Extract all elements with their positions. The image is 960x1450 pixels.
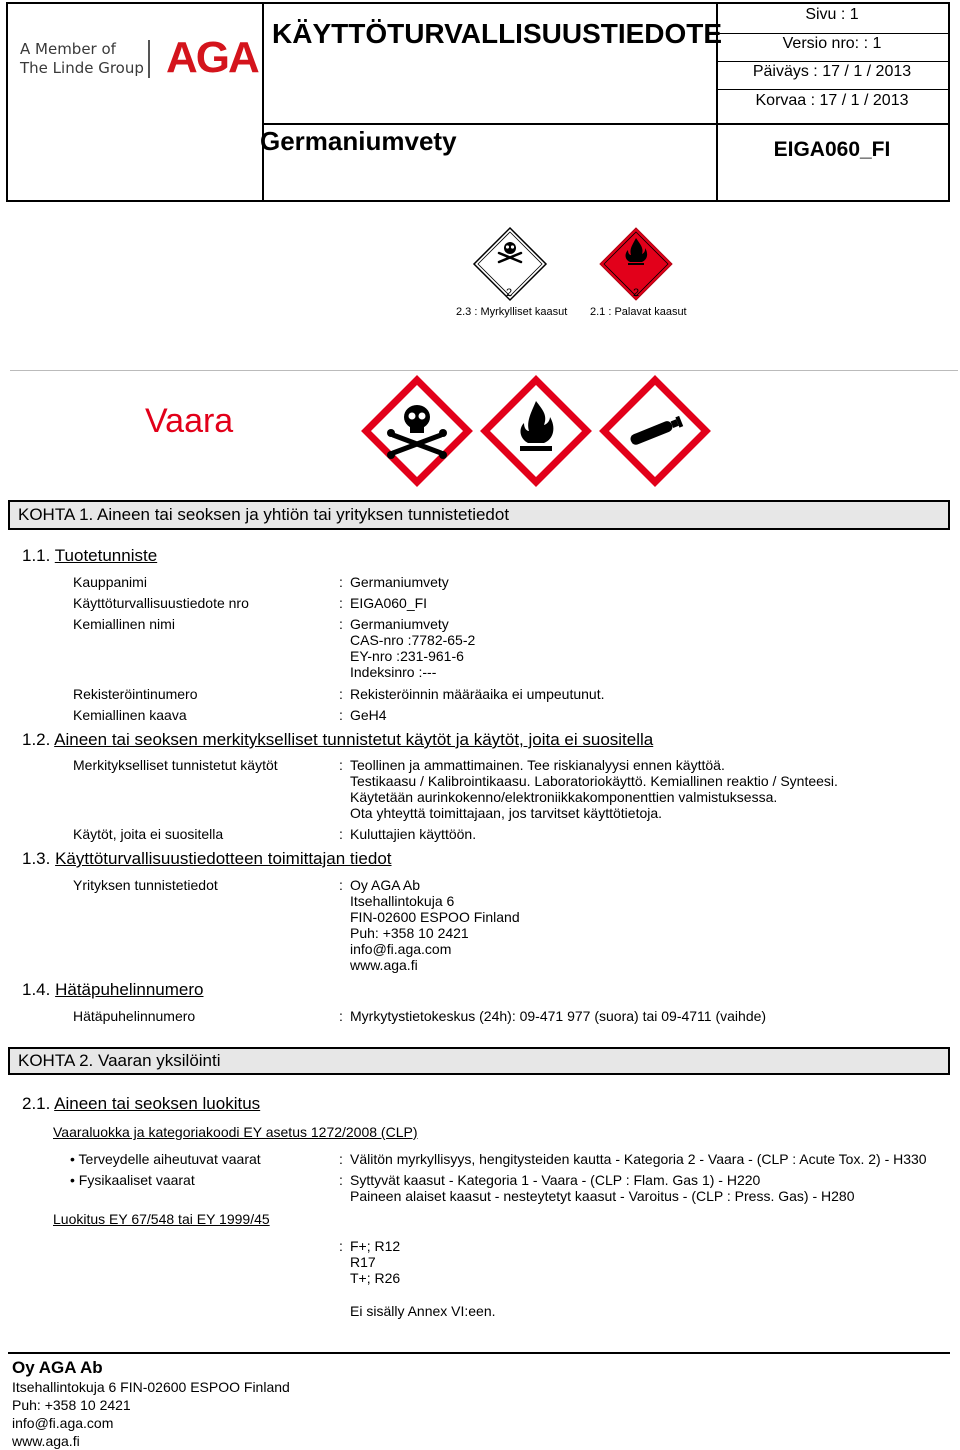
section2-header: KOHTA 2. Vaaran yksilöinti [8,1047,950,1075]
ec-number: EY-nro :231-961-6 [350,648,464,664]
use-line: Ota yhteyttä toimittajaan, jos tarvitset käyttötietoja. [350,805,663,821]
flame-icon [482,377,590,485]
value-eu-classification [350,1238,400,1286]
label-health-hazards: • Terveydelle aiheutuvat vaarat [70,1151,261,1167]
company-name: Oy AGA Ab [350,877,421,893]
toxic-class-number: 2 [506,287,513,299]
gas-cylinder-icon [601,377,709,485]
label-identified-uses: Merkitykselliset tunnistetut käytöt [73,757,278,773]
label-chemical-formula: Kemiallinen kaava [73,707,187,723]
product-name: Germaniumvety [260,126,457,156]
label-sds-number: Käyttöturvallisuustiedote nro [73,595,249,611]
separator [10,370,958,371]
colon: : [339,877,343,893]
colon: : [339,616,343,632]
colon: : [339,1238,343,1254]
label-physical-hazards: • Fysikaaliset vaarat [70,1172,195,1188]
value-company-identification [350,877,520,973]
chemical-name: Germaniumvety [350,616,449,632]
label-registration-number: Rekisteröintinumero [73,686,198,702]
physical-hazard-line: Paineen alaiset kaasut - nesteytetyt kaasut - Varoitus - (CLP : Press. Gas) - H280 [350,1188,855,1204]
company-website[interactable]: www.aga.fi [350,957,418,973]
skull-crossbones-icon [363,377,471,485]
toxic-gas-caption: 2.3 : Myrkylliset kaasut [456,306,568,318]
s11-title: Tuotetunniste [54,546,158,565]
use-line: Testikaasu / Kalibrointikaasu. Laboratoriokäyttö. Kemiallinen reaktio / Synteesi. [350,773,838,789]
value-sds-number: EIGA060_FI [350,595,428,611]
eu-class-line: R17 [350,1254,376,1270]
aga-logo: AGA [166,33,258,82]
colon: : [339,757,343,773]
s12-heading [22,730,653,750]
s12-number: 1.2. [22,730,51,749]
use-line: Teollinen ja ammattimainen. Tee riskianalyysi ennen käyttöä. [350,757,725,773]
section1-header: KOHTA 1. Aineen tai seoksen ja yhtiön tai yrityksen tunnistetiedot [8,500,950,530]
s11-number: 1.1. [22,546,51,565]
colon: : [339,707,343,723]
colon: : [339,826,343,842]
company-street: Itsehallintokuja 6 [350,893,455,909]
s21-title: Aineen tai seoksen luokitus [54,1094,261,1113]
flammable-gas-caption: 2.1 : Palavat kaasut [590,306,687,318]
label-company-identification: Yrityksen tunnistetiedot [73,877,218,893]
document-title: KÄYTTÖTURVALLISUUSTIEDOTE [272,18,723,49]
s21-heading [22,1094,260,1114]
footer-phone: Puh: +358 10 2421 [12,1397,131,1413]
flammable-class-number: 2 [633,287,640,299]
version-number: Versio nro: : 1 [782,35,882,52]
eu-class-line: F+; R12 [350,1238,401,1254]
issue-date: Päiväys : 17 / 1 / 2013 [752,63,912,80]
s21-number: 2.1. [22,1094,51,1113]
colon: : [339,1151,343,1167]
value-uses-advised-against: Kuluttajien käyttöön. [350,826,477,842]
s12-title: Aineen tai seoksen merkitykselliset tunnistetut käytöt ja käytöt, joita ei suositella [54,730,654,749]
colon: : [339,574,343,590]
physical-hazards-label: Fysikaaliset vaarat [78,1172,195,1188]
value-registration-number: Rekisteröinnin määräaika ei umpeutunut. [350,686,605,702]
colon: : [339,1172,343,1188]
s11-heading [22,546,157,566]
value-chemical-name [350,616,475,680]
logo-member-line1: A Member of [20,40,116,58]
s14-number: 1.4. [22,980,51,999]
health-hazards-label: Terveydelle aiheutuvat vaarat [78,1151,261,1167]
colon: : [339,595,343,611]
footer-address: Itsehallintokuja 6 FIN-02600 ESPOO Finland [12,1379,290,1395]
use-line: Käytetään aurinkokenno/elektroniikkakomponenttien valmistuksessa. [350,789,778,805]
footer-email[interactable]: info@fi.aga.com [12,1415,114,1431]
company-phone: Puh: +358 10 2421 [350,925,469,941]
document-code: EIGA060_FI [773,138,891,161]
linde-member-text [20,40,144,78]
s14-heading [22,980,203,1000]
cas-number: CAS-nro :7782-65-2 [350,632,476,648]
value-chemical-formula: GeH4 [350,707,387,723]
label-uses-advised-against: Käytöt, joita ei suositella [73,826,224,842]
company-email[interactable]: info@fi.aga.com [350,941,452,957]
value-health-hazards: Välitön myrkyllisyys, hengitysteiden kautta - Kategoria 2 - Vaara - (CLP : Acute Tox. 2) - H330 [350,1151,927,1167]
footer-company: Oy AGA Ab [12,1358,103,1377]
company-city: FIN-02600 ESPOO Finland [350,909,520,925]
value-identified-uses [350,757,838,821]
label-trade-name: Kauppanimi [73,574,147,590]
colon: : [339,686,343,702]
physical-hazard-line: Syttyvät kaasut - Kategoria 1 - Vaara - (CLP : Flam. Gas 1) - H220 [350,1172,761,1188]
value-emergency-phone: Myrkytystietokeskus (24h): 09-471 977 (suora) tai 09-4711 (vaihde) [350,1008,767,1024]
replaces-date: Korvaa : 17 / 1 / 2013 [755,92,909,109]
index-number: Indeksinro :--- [350,664,437,680]
footer-rule [8,1352,950,1354]
logo-divider [148,40,150,78]
annex-note: Ei sisälly Annex VI:een. [350,1303,496,1319]
s13-title: Käyttöturvallisuustiedotteen toimittajan tiedot [55,849,392,868]
eu-classification-heading: Luokitus EY 67/548 tai EY 1999/45 [53,1211,270,1227]
value-trade-name: Germaniumvety [350,574,449,590]
eu-class-line: T+; R26 [350,1270,401,1286]
label-chemical-name: Kemiallinen nimi [73,616,175,632]
clp-heading: Vaaraluokka ja kategoriakoodi EY asetus 1272/2008 (CLP) [53,1124,418,1140]
colon: : [339,1008,343,1024]
signal-word: Vaara [145,402,234,440]
logo-member-line2: The Linde Group [20,59,144,77]
page-number: Sivu : 1 [805,6,859,23]
footer-website[interactable]: www.aga.fi [12,1433,80,1449]
s13-number: 1.3. [22,849,51,868]
s14-title: Hätäpuhelinnumero [55,980,204,999]
s13-heading [22,849,392,869]
value-physical-hazards [350,1172,855,1204]
label-emergency-phone: Hätäpuhelinnumero [73,1008,196,1024]
